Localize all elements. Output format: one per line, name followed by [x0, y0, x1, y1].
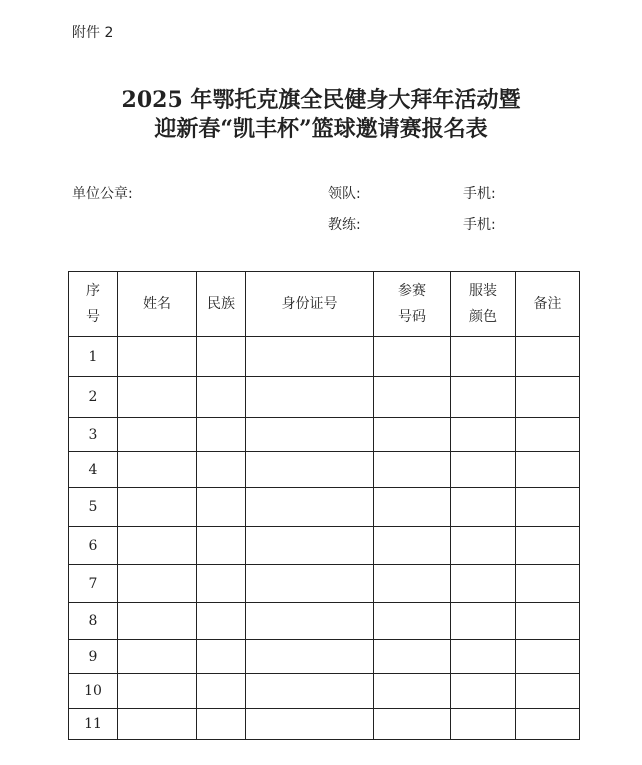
header-seq-bottom: 号 — [86, 309, 100, 325]
table-body — [69, 337, 580, 740]
table-header-row — [69, 272, 580, 337]
id-number-cell[interactable] — [246, 527, 374, 565]
table-row — [69, 565, 580, 603]
row-number: 1 — [69, 337, 118, 377]
uniform-color-cell[interactable] — [451, 709, 516, 740]
header-name: 姓名 — [118, 272, 197, 337]
ethnicity-cell[interactable] — [197, 603, 246, 640]
header-jersey-bottom: 号码 — [398, 309, 426, 325]
table-row — [69, 709, 580, 740]
table-row — [69, 377, 580, 418]
row-number: 9 — [69, 640, 118, 674]
form-title-line-2: 迎新春“凯丰杯”篮球邀请赛报名表 — [154, 116, 488, 142]
table-row — [69, 488, 580, 527]
row-number: 2 — [69, 377, 118, 418]
jersey-number-cell[interactable] — [374, 640, 451, 674]
uniform-color-cell[interactable] — [451, 377, 516, 418]
remarks-cell[interactable] — [516, 603, 580, 640]
jersey-number-cell[interactable] — [374, 377, 451, 418]
table-row — [69, 452, 580, 488]
ethnicity-cell[interactable] — [197, 418, 246, 452]
name-cell[interactable] — [118, 527, 197, 565]
jersey-number-cell[interactable] — [374, 452, 451, 488]
remarks-cell[interactable] — [516, 527, 580, 565]
id-number-cell[interactable] — [246, 488, 374, 527]
jersey-number-cell[interactable] — [374, 674, 451, 709]
ethnicity-cell[interactable] — [197, 565, 246, 603]
name-cell[interactable] — [118, 674, 197, 709]
uniform-color-cell[interactable] — [451, 337, 516, 377]
uniform-color-cell[interactable] — [451, 527, 516, 565]
name-cell[interactable] — [118, 337, 197, 377]
ethnicity-cell[interactable] — [197, 527, 246, 565]
row-number: 3 — [69, 418, 118, 452]
coach-label: 教练: — [328, 217, 361, 233]
remarks-cell[interactable] — [516, 337, 580, 377]
header-uniform-color — [451, 272, 516, 337]
coach-phone-label: 手机: — [463, 217, 496, 233]
attachment-label: 附件 2 — [72, 25, 114, 41]
jersey-number-cell[interactable] — [374, 565, 451, 603]
name-cell[interactable] — [118, 488, 197, 527]
ethnicity-cell[interactable] — [197, 488, 246, 527]
ethnicity-cell[interactable] — [197, 709, 246, 740]
name-cell[interactable] — [118, 377, 197, 418]
row-number: 10 — [69, 674, 118, 709]
ethnicity-cell[interactable] — [197, 640, 246, 674]
remarks-cell[interactable] — [516, 377, 580, 418]
ethnicity-cell[interactable] — [197, 377, 246, 418]
id-number-cell[interactable] — [246, 603, 374, 640]
jersey-number-cell[interactable] — [374, 337, 451, 377]
jersey-number-cell[interactable] — [374, 527, 451, 565]
name-cell[interactable] — [118, 603, 197, 640]
remarks-cell[interactable] — [516, 488, 580, 527]
name-cell[interactable] — [118, 640, 197, 674]
header-jersey-top: 参赛 — [398, 283, 426, 299]
header-seq-top: 序 — [86, 283, 100, 299]
id-number-cell[interactable] — [246, 377, 374, 418]
uniform-color-cell[interactable] — [451, 452, 516, 488]
form-title-line-1: 2025 年鄂托克旗全民健身大拜年活动暨 — [121, 87, 521, 113]
header-ethnicity: 民族 — [197, 272, 246, 337]
remarks-cell[interactable] — [516, 418, 580, 452]
uniform-color-cell[interactable] — [451, 418, 516, 452]
id-number-cell[interactable] — [246, 452, 374, 488]
jersey-number-cell[interactable] — [374, 488, 451, 527]
table-row — [69, 603, 580, 640]
name-cell[interactable] — [118, 565, 197, 603]
id-number-cell[interactable] — [246, 640, 374, 674]
unit-seal-label: 单位公章: — [72, 186, 133, 202]
jersey-number-cell[interactable] — [374, 603, 451, 640]
table-row — [69, 337, 580, 377]
table-row — [69, 418, 580, 452]
team-leader-label: 领队: — [328, 186, 361, 202]
id-number-cell[interactable] — [246, 674, 374, 709]
header-uniform-top: 服装 — [469, 283, 497, 299]
header-uniform-bottom: 颜色 — [469, 309, 497, 325]
uniform-color-cell[interactable] — [451, 603, 516, 640]
row-number: 4 — [69, 452, 118, 488]
id-number-cell[interactable] — [246, 418, 374, 452]
uniform-color-cell[interactable] — [451, 640, 516, 674]
header-remarks: 备注 — [516, 272, 580, 337]
row-number: 5 — [69, 488, 118, 527]
row-number: 6 — [69, 527, 118, 565]
remarks-cell[interactable] — [516, 452, 580, 488]
name-cell[interactable] — [118, 709, 197, 740]
leader-phone-label: 手机: — [463, 186, 496, 202]
ethnicity-cell[interactable] — [197, 337, 246, 377]
uniform-color-cell[interactable] — [451, 488, 516, 527]
id-number-cell[interactable] — [246, 709, 374, 740]
header-jersey-number — [374, 272, 451, 337]
jersey-number-cell[interactable] — [374, 709, 451, 740]
ethnicity-cell[interactable] — [197, 452, 246, 488]
ethnicity-cell[interactable] — [197, 674, 246, 709]
name-cell[interactable] — [118, 452, 197, 488]
remarks-cell[interactable] — [516, 640, 580, 674]
row-number: 7 — [69, 565, 118, 603]
table-row — [69, 640, 580, 674]
uniform-color-cell[interactable] — [451, 674, 516, 709]
row-number: 11 — [69, 709, 118, 740]
id-number-cell[interactable] — [246, 337, 374, 377]
remarks-cell[interactable] — [516, 674, 580, 709]
row-number: 8 — [69, 603, 118, 640]
table-row — [69, 527, 580, 565]
header-id-number: 身份证号 — [246, 272, 374, 337]
jersey-number-cell[interactable] — [374, 418, 451, 452]
table-row — [69, 674, 580, 709]
uniform-color-cell[interactable] — [451, 565, 516, 603]
name-cell[interactable] — [118, 418, 197, 452]
remarks-cell[interactable] — [516, 565, 580, 603]
header-seq — [69, 272, 118, 337]
registration-table — [68, 271, 580, 740]
remarks-cell[interactable] — [516, 709, 580, 740]
id-number-cell[interactable] — [246, 565, 374, 603]
